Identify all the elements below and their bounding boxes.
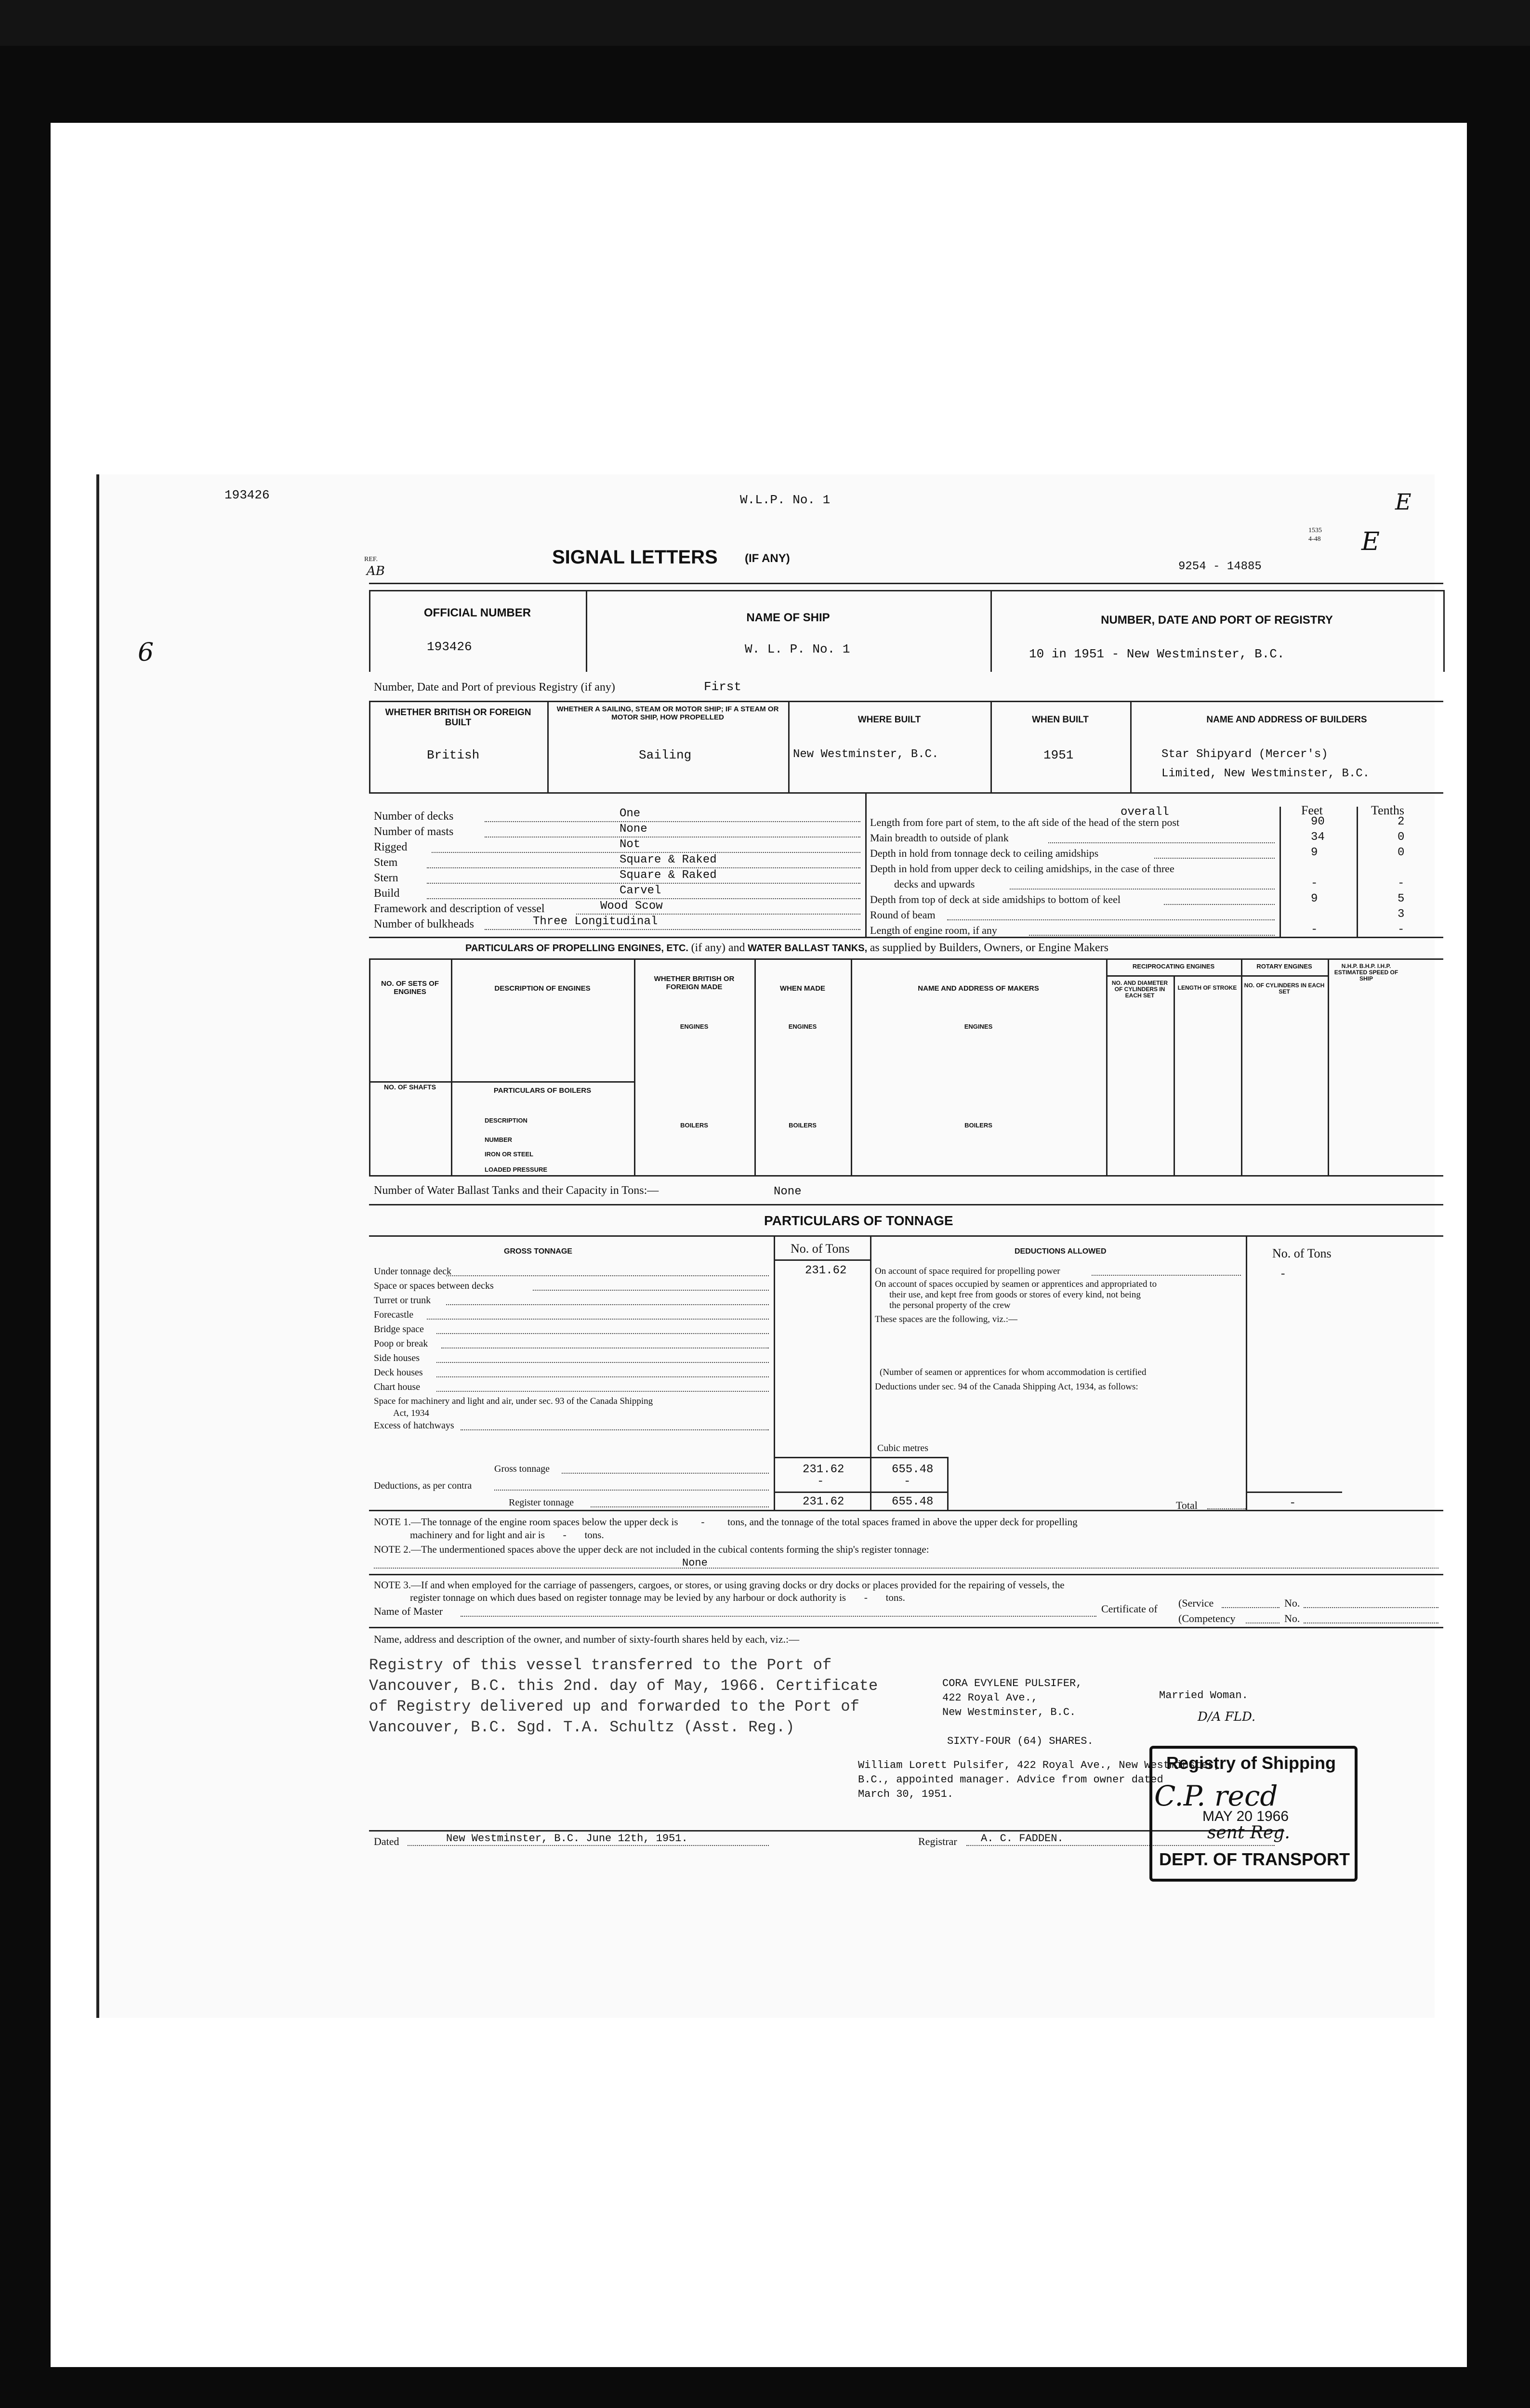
- note-1-text: tons, and the tonnage of the total spaces framed in above the upper deck for propelling: [727, 1516, 1078, 1528]
- form-number: 9254 - 14885: [1178, 560, 1262, 573]
- previous-registry: First: [704, 680, 742, 694]
- corner-mark: E: [1395, 489, 1411, 515]
- gross-row: Act, 1934: [393, 1408, 429, 1418]
- particular-value: Three Longitudinal: [533, 915, 658, 928]
- gross-total-label: Gross tonnage: [494, 1464, 550, 1474]
- particular-value: Carvel: [620, 884, 661, 897]
- gross-row: Turret or trunk: [374, 1295, 431, 1306]
- particular-value: Square & Raked: [620, 853, 717, 866]
- register-label: Register tonnage: [509, 1497, 574, 1508]
- shares: SIXTY-FOUR (64) SHARES.: [947, 1735, 1094, 1747]
- deductions-cubic: -: [904, 1475, 911, 1488]
- gross-cubic: 655.48: [892, 1463, 934, 1476]
- deduction-dash: -: [1279, 1268, 1287, 1281]
- handnote: D/A FLD.: [1198, 1710, 1256, 1724]
- col-boilers: PARTICULARS OF BOILERS: [493, 1086, 592, 1095]
- particular-value: Not: [620, 838, 641, 851]
- deductions-label: DEDUCTIONS ALLOWED: [1015, 1247, 1107, 1256]
- owners-label: Name, address and description of the owner, and number of sixty-fourth shares held by each, viz.:—: [374, 1633, 800, 1645]
- previous-registry-label: Number, Date and Port of previous Registry (if any): [374, 681, 615, 694]
- builders-label: NAME AND ADDRESS OF BUILDERS: [1206, 715, 1367, 725]
- stamp-title: Registry of Shipping: [1166, 1753, 1336, 1773]
- owner-address: 422 Royal Ave.,: [942, 1692, 1038, 1704]
- dimension-label: Depth in hold from tonnage deck to ceiling amidships: [870, 847, 1099, 859]
- manager-note: March 30, 1951.: [858, 1788, 954, 1800]
- particular-value: Square & Raked: [620, 869, 717, 882]
- engines-word: ENGINES: [788, 1023, 817, 1030]
- particular-label: Stern: [374, 872, 398, 884]
- tenths-label: Tenths: [1371, 803, 1404, 817]
- gross-row: Bridge space: [374, 1324, 424, 1335]
- deduction-line: the personal property of the crew: [889, 1300, 1011, 1310]
- owner-description: Married Woman.: [1159, 1689, 1248, 1701]
- manager-note: B.C., appointed manager. Advice from owner dated: [858, 1774, 1163, 1786]
- owner-address: New Westminster, B.C.: [942, 1706, 1076, 1718]
- ship-name: W. L. P. No. 1: [745, 642, 850, 656]
- particular-label: Stem: [374, 856, 398, 869]
- col-makers: NAME AND ADDRESS OF MAKERS: [918, 984, 1039, 993]
- stamp-date: MAY 20 1966: [1202, 1808, 1289, 1824]
- total-label: Total: [1176, 1499, 1198, 1511]
- deduction-line: On account of space required for propelling power: [875, 1266, 1060, 1276]
- col-rot-cyl: NO. OF CYLINDERS IN EACH SET: [1244, 982, 1325, 995]
- note-1-text: machinery and for light and air is: [410, 1529, 545, 1541]
- registrar-name: A. C. FADDEN.: [981, 1832, 1064, 1845]
- particular-label: Build: [374, 887, 400, 900]
- left-mark: 6: [138, 638, 154, 667]
- stamp-signature: C.P. recd: [1154, 1780, 1278, 1812]
- dimension-tenths: -: [1398, 877, 1405, 890]
- top-ship-name: W.L.P. No. 1: [740, 493, 831, 507]
- boilers-word: BOILERS: [680, 1122, 708, 1129]
- boiler-pressure: LOADED PRESSURE: [485, 1166, 548, 1173]
- deduction-line: On account of spaces occupied by seamen or apprentices and appropriated to: [875, 1279, 1157, 1289]
- boilers-word: BOILERS: [964, 1122, 992, 1129]
- ballast-value: None: [774, 1185, 802, 1198]
- boiler-number: NUMBER: [485, 1136, 513, 1143]
- register-tons: 231.62: [803, 1495, 844, 1508]
- boilers-word: BOILERS: [789, 1122, 817, 1129]
- dimension-label: decks and upwards: [894, 878, 975, 890]
- dimension-feet: -: [1311, 877, 1318, 890]
- film-edge: [0, 0, 1530, 46]
- where-built: New Westminster, B.C.: [793, 748, 939, 761]
- dimension-feet: 34: [1311, 831, 1325, 844]
- col-cyl: NO. AND DIAMETER OF CYLINDERS IN EACH SET: [1111, 980, 1168, 999]
- particular-value: Wood Scow: [600, 900, 663, 913]
- stamp-signature: sent Reg.: [1207, 1823, 1290, 1843]
- dimension-tenths: 2: [1398, 815, 1405, 828]
- boiler-desc: DESCRIPTION: [485, 1117, 528, 1124]
- british-built: British: [427, 748, 480, 762]
- dimension-tenths: 0: [1398, 831, 1405, 844]
- tons-label-right: No. of Tons: [1272, 1246, 1332, 1260]
- gross-row: Space for machinery and light and air, under sec. 93 of the Canada Shipping: [374, 1396, 653, 1406]
- dimension-label: Length of engine room, if any: [870, 924, 997, 936]
- official-number-label: OFFICIAL NUMBER: [423, 606, 531, 619]
- dimension-label: Depth in hold from upper deck to ceiling amidships, in the case of three: [870, 863, 1174, 875]
- particular-label: Number of decks: [374, 810, 454, 823]
- gross-tonnage-label: GROSS TONNAGE: [504, 1247, 572, 1256]
- gross-row: Under tonnage deck: [374, 1266, 452, 1277]
- dimension-label: Main breadth to outside of plank: [870, 832, 1009, 844]
- col-rotary: ROTARY ENGINES: [1256, 963, 1312, 970]
- total-value: -: [1289, 1497, 1296, 1510]
- col-shafts: NO. OF SHAFTS: [383, 1083, 436, 1091]
- note-3-text: tons.: [885, 1592, 905, 1603]
- port-of-registry: 10 in 1951 - New Westminster, B.C.: [1029, 647, 1285, 661]
- signal-letters-title: SIGNAL LETTERS: [552, 547, 718, 568]
- master-label: Name of Master: [374, 1605, 443, 1617]
- particular-label: Rigged: [374, 841, 408, 853]
- deduction-line: Deductions under sec. 94 of the Canada Shipping Act, 1934, as follows:: [875, 1382, 1138, 1392]
- transfer-note: Vancouver, B.C. Sgd. T.A. Schultz (Asst. Reg.): [369, 1718, 795, 1736]
- col-british: WHETHER BRITISH OR FOREIGN MADE: [654, 975, 735, 991]
- register-cubic: 655.48: [892, 1495, 934, 1508]
- gross-total: 231.62: [803, 1463, 844, 1476]
- dimension-feet: -: [1311, 923, 1318, 936]
- propulsion: Sailing: [639, 748, 692, 762]
- note-3: NOTE 3.—If and when employed for the carriage of passengers, cargoes, or stores, or using graving docks or dry docks or places provided for the repairing of vessels, the: [374, 1579, 1065, 1591]
- deduction-line: These spaces are the following, viz.:—: [875, 1314, 1017, 1324]
- col-stroke: LENGTH OF STROKE: [1177, 984, 1237, 991]
- registrar-label: Registrar: [918, 1835, 957, 1847]
- registry-document: [96, 474, 1435, 2018]
- builders: Limited, New Westminster, B.C.: [1161, 767, 1370, 780]
- side-mark: E: [1361, 527, 1380, 556]
- particular-label: Number of masts: [374, 825, 454, 838]
- col-desc: DESCRIPTION OF ENGINES: [494, 984, 591, 993]
- deductions-tons: -: [817, 1475, 824, 1488]
- when-built: 1951: [1043, 748, 1074, 762]
- note-3-value: -: [863, 1593, 869, 1604]
- dated-value: New Westminster, B.C. June 12th, 1951.: [446, 1832, 688, 1845]
- gross-row: Forecastle: [374, 1309, 414, 1320]
- gross-row: Deck houses: [374, 1367, 423, 1378]
- form-code: 1535: [1308, 527, 1322, 534]
- engines-word: ENGINES: [680, 1023, 709, 1030]
- note-1-text: NOTE 1.—The tonnage of the engine room spaces below the upper deck is: [374, 1516, 678, 1528]
- no-label: No.: [1284, 1612, 1300, 1624]
- gross-row: Excess of hatchways: [374, 1420, 454, 1431]
- dimension-tenths: 0: [1398, 846, 1405, 859]
- port-label: NUMBER, DATE AND PORT OF REGISTRY: [1101, 614, 1333, 627]
- where-built-label: WHERE BUILT: [857, 715, 921, 725]
- dimension-feet: 90: [1311, 815, 1325, 828]
- note-2: NOTE 2.—The undermentioned spaces above the upper deck are not included in the cubical contents forming the ship's register tonnage:: [374, 1544, 929, 1555]
- signal-letters-note: (IF ANY): [745, 552, 790, 565]
- ballast-label: Number of Water Ballast Tanks and their Capacity in Tons:—: [374, 1184, 659, 1197]
- dimension-tenths: 5: [1398, 892, 1405, 905]
- transfer-note: Registry of this vessel transferred to the Port of: [369, 1656, 832, 1674]
- col-sets: NO. OF SETS OF ENGINES: [381, 980, 439, 996]
- transfer-note: Vancouver, B.C. this 2nd. day of May, 1966. Certificate: [369, 1677, 878, 1695]
- ref-label: REF.: [364, 556, 378, 563]
- official-number: 193426: [427, 640, 472, 654]
- ship-name-label: NAME OF SHIP: [746, 611, 830, 624]
- builders: Star Shipyard (Mercer's): [1161, 748, 1328, 761]
- certificate-label: Certificate of: [1101, 1603, 1158, 1615]
- feet-label: Feet: [1301, 803, 1323, 817]
- gross-row: Poop or break: [374, 1338, 428, 1349]
- deduction-line: their use, and kept free from goods or stores of every kind, not being: [889, 1290, 1141, 1300]
- engines-title-c: WATER BALLAST TANKS,: [748, 943, 868, 954]
- deduction-line: (Number of seamen or apprentices for whom accommodation is certified: [880, 1367, 1147, 1377]
- boiler-iron: IRON OR STEEL: [485, 1151, 534, 1158]
- col-recip: RECIPROCATING ENGINES: [1132, 963, 1215, 970]
- particular-value: None: [620, 823, 647, 836]
- form-code: 4-48: [1308, 536, 1321, 543]
- stamp-footer: DEPT. OF TRANSPORT: [1159, 1849, 1350, 1869]
- engines-title: [465, 942, 1108, 954]
- col-nhp: N.H.P. B.H.P. I.H.P. ESTIMATED SPEED OF SHIP: [1334, 963, 1398, 982]
- note-1-cont: [410, 1530, 604, 1541]
- note-1-value: -: [699, 1518, 706, 1529]
- engines-title-d: as supplied by Builders, Owners, or Engine Makers: [870, 942, 1109, 954]
- gross-row: Chart house: [374, 1382, 421, 1392]
- top-official-number: 193426: [224, 488, 270, 502]
- col-when: WHEN MADE: [779, 984, 826, 993]
- particular-value: One: [620, 807, 641, 820]
- cubic-metres-label: Cubic metres: [877, 1443, 929, 1453]
- particular-label: Framework and description of vessel: [374, 903, 545, 915]
- engines-word: ENGINES: [964, 1023, 993, 1030]
- ref-value: AB: [367, 564, 385, 578]
- tons-label: No. of Tons: [791, 1242, 850, 1256]
- dimension-label: Length from fore part of stem, to the aft side of the head of the stern post: [870, 816, 1180, 828]
- note-1: [374, 1517, 1078, 1528]
- service-label: (Service: [1178, 1597, 1214, 1609]
- dimension-tenths: 3: [1398, 908, 1405, 921]
- transfer-note: of Registry delivered up and forwarded to the Port of: [369, 1698, 859, 1715]
- engines-title-a: PARTICULARS OF PROPELLING ENGINES, ETC.: [465, 943, 688, 954]
- dimension-label: Depth from top of deck at side amidships to bottom of keel: [870, 893, 1121, 905]
- dated-label: Dated: [374, 1835, 399, 1847]
- note-3-cont: [410, 1593, 905, 1604]
- gross-row: Space or spaces between decks: [374, 1281, 494, 1291]
- under-deck-tons: 231.62: [805, 1264, 847, 1277]
- dimension-feet: 9: [1311, 892, 1318, 905]
- dimension-label: Round of beam: [870, 909, 936, 921]
- when-built-label: WHEN BUILT: [1032, 715, 1089, 725]
- note-1-value: -: [562, 1531, 568, 1542]
- note-3-text: register tonnage on which dues based on register tonnage may be levied by any harbour or dock authority is: [410, 1592, 846, 1603]
- dimension-feet: 9: [1311, 846, 1318, 859]
- gross-row: Side houses: [374, 1353, 420, 1363]
- propulsion-label: WHETHER A SAILING, STEAM OR MOTOR SHIP; IF A STEAM OR MOTOR SHIP, HOW PROPELLED: [556, 705, 779, 721]
- competency-label: (Competency: [1178, 1612, 1236, 1624]
- deductions-row-label: Deductions, as per contra: [374, 1480, 472, 1491]
- note-1-text: tons.: [584, 1529, 604, 1541]
- engines-title-b: (if any) and: [691, 942, 745, 954]
- tonnage-title: PARTICULARS OF TONNAGE: [764, 1213, 953, 1228]
- british-built-label: WHETHER BRITISH OR FOREIGN BUILT: [385, 707, 531, 728]
- particular-label: Number of bulkheads: [374, 918, 474, 930]
- no-label: No.: [1284, 1597, 1300, 1609]
- owner-name: CORA EVYLENE PULSIFER,: [942, 1677, 1082, 1689]
- note-2-value: None: [682, 1557, 708, 1569]
- dimension-tenths: -: [1398, 923, 1405, 936]
- overall-note: overall: [1121, 806, 1169, 819]
- manager-note: William Lorett Pulsifer, 422 Royal Ave., New Westminster,: [858, 1759, 1221, 1771]
